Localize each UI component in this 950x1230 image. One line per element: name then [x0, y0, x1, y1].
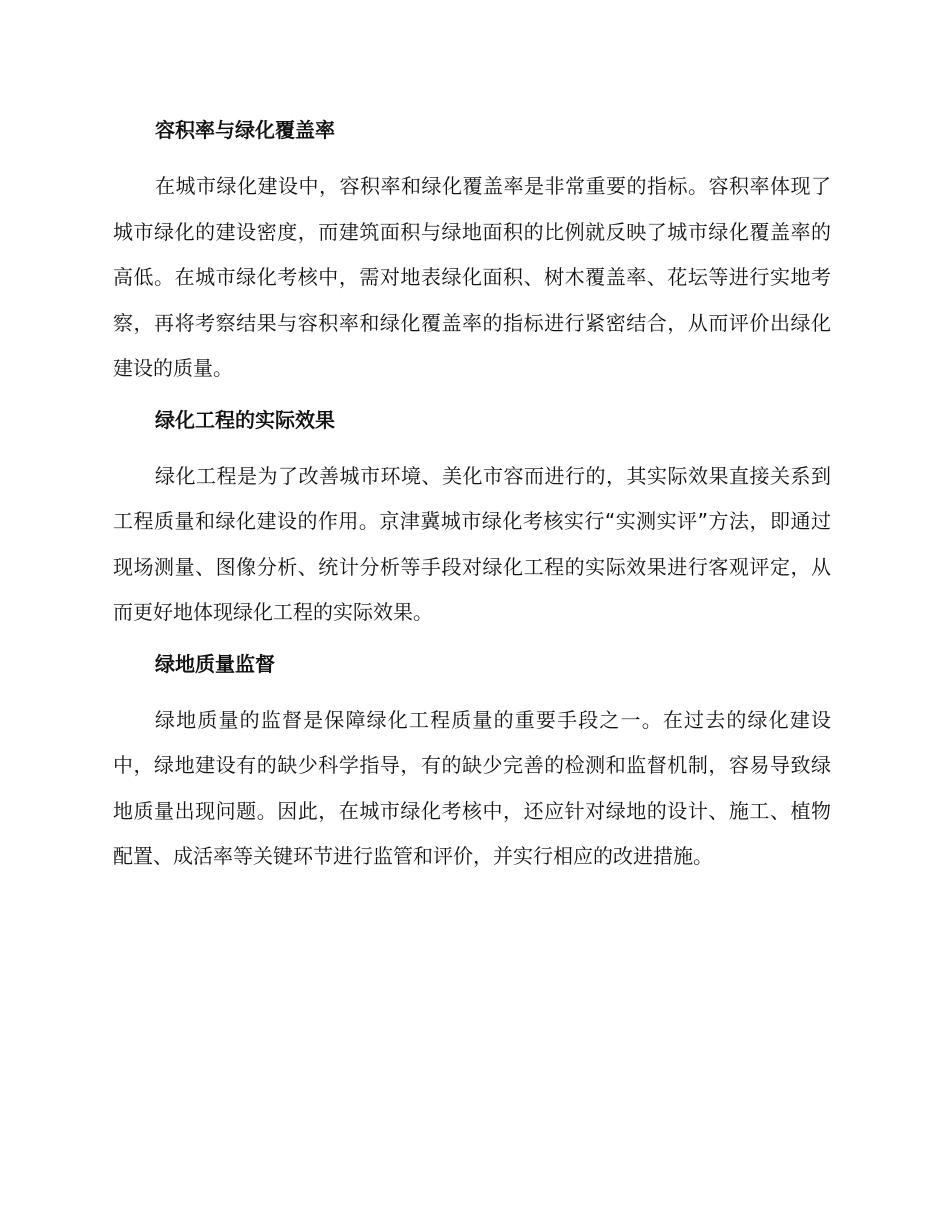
section-paragraph-quality-supervision: 绿地质量的监督是保障绿化工程质量的重要手段之一。在过去的绿化建设中，绿地建设有的缺少科学指导，有的缺少完善的检测和监督机制，容易导致绿地质量出现问题。因此，在城市绿化考核中，还应针对绿地的设计、施工、植物配置、成活率等关键环节进行监管和评价，并实行相应的改进措施。: [113, 707, 831, 868]
section-paragraph-greening-effect: 绿化工程是为了改善城市环境、美化市容而进行的，其实际效果直接关系到工程质量和绿化建设的作用。京津冀城市绿化考核实行“实测实评”方法，即通过现场测量、图像分析、统计分析等手段对绿化工程的实际效果进行客观评定，从而更好地体现绿化工程的实际效果。: [113, 463, 831, 624]
section-heading-plot-ratio: 容积率与绿化覆盖率: [155, 118, 335, 142]
section-paragraph-plot-ratio: 在城市绿化建设中，容积率和绿化覆盖率是非常重要的指标。容积率体现了城市绿化的建设密度，而建筑面积与绿地面积的比例就反映了城市绿化覆盖率的高低。在城市绿化考核中，需对地表绿化面积、树木覆盖率、花坛等进行实地考察，再将考察结果与容积率和绿化覆盖率的指标进行紧密结合，从而评价出绿化建设的质量。: [113, 174, 831, 380]
section-heading-quality-supervision: 绿地质量监督: [155, 651, 275, 676]
document-body: [113, 108, 831, 880]
section-heading-greening-effect: 绿化工程的实际效果: [155, 407, 335, 432]
